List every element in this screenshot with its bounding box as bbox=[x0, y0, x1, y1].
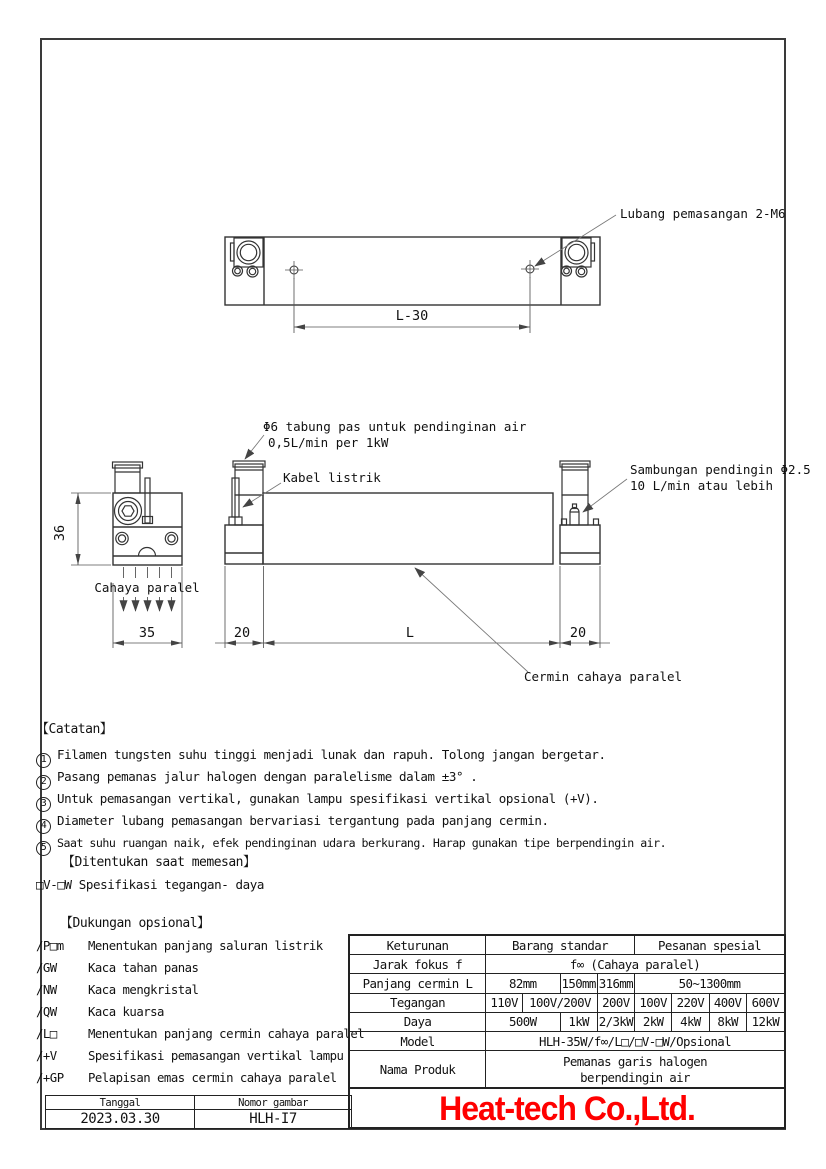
company-logo: Heat-tech Co.,Ltd. bbox=[439, 1088, 695, 1127]
options-section bbox=[36, 916, 366, 1089]
option-code: /GW bbox=[36, 961, 57, 975]
product-name-line2: berpendingin air bbox=[580, 1069, 690, 1085]
spec-cell: 8kW bbox=[710, 1013, 747, 1032]
notes-section bbox=[36, 722, 756, 854]
note-number-2: 2 bbox=[36, 775, 51, 790]
date-value: 2023.03.30 bbox=[46, 1110, 195, 1128]
note-item-2 bbox=[36, 766, 756, 788]
mounting-holes bbox=[285, 260, 539, 279]
spec-cell: 220V bbox=[672, 994, 709, 1013]
spec-cell: f∞ (Cahaya paralel) bbox=[486, 955, 784, 974]
front-right-end bbox=[560, 461, 600, 564]
spec-cell: Pesanan spesial bbox=[635, 936, 784, 955]
spec-cell: Barang standar bbox=[486, 936, 635, 955]
option-code: /NW bbox=[36, 983, 57, 997]
power-cable-label: Kabel listrik bbox=[283, 470, 381, 485]
cooling-joint-label-line2: 10 L/min atau lebih bbox=[630, 478, 773, 493]
notes-heading: 【Catatan】 bbox=[36, 722, 113, 737]
note-text-1: Filamen tungsten suhu tinggi menjadi lunak dan rapuh. Tolong jangan bergetar. bbox=[57, 747, 606, 762]
spec-cell: 100V bbox=[635, 994, 672, 1013]
top-view bbox=[225, 206, 786, 333]
note-number-5: 5 bbox=[36, 841, 51, 856]
front-left-end bbox=[225, 461, 265, 564]
dim-l30-label: L-30 bbox=[395, 308, 429, 324]
spec-cell: 600V bbox=[747, 994, 784, 1013]
dim-length-label: L bbox=[405, 625, 415, 641]
note-text-3: Untuk pemasangan vertikal, gunakan lampu spesifikasi vertikal opsional (+V). bbox=[57, 791, 599, 806]
option-code: /+V bbox=[36, 1049, 57, 1063]
product-name-line1: Pemanas garis halogen bbox=[562, 1053, 708, 1069]
spec-row-label: Nama Produk bbox=[350, 1051, 486, 1088]
spec-cell: 316mm bbox=[598, 974, 635, 993]
note-text-5: Saat suhu ruangan naik, efek pendinginan udara berkurang. Harap gunakan tipe berpendingin air. bbox=[57, 836, 667, 850]
spec-row-label: Keturunan bbox=[350, 936, 486, 955]
spec-cell: 150mm bbox=[561, 974, 598, 993]
option-text: Pelapisan emas cermin cahaya paralel bbox=[88, 1071, 337, 1085]
dim-36-label: 36 bbox=[52, 524, 68, 542]
option-item bbox=[36, 1067, 366, 1089]
option-text: Kaca kuarsa bbox=[88, 1005, 164, 1019]
spec-row-label: Jarak fokus f bbox=[350, 955, 486, 974]
cooling-joint-label-line1: Sambungan pendingin Φ2.5 bbox=[630, 462, 811, 477]
note-number-3: 3 bbox=[36, 797, 51, 812]
spec-cell: 2kW bbox=[635, 1013, 672, 1032]
note-number-4: 4 bbox=[36, 819, 51, 834]
option-text: Menentukan panjang saluran listrik bbox=[88, 939, 323, 953]
mounting-hole-label: Lubang pemasangan 2-M6 bbox=[620, 206, 786, 221]
dim-20-right-label: 20 bbox=[569, 625, 587, 641]
order-spec-heading: 【Ditentukan saat memesan】 bbox=[62, 855, 256, 870]
option-code: /P□m bbox=[36, 939, 64, 953]
option-text: Kaca tahan panas bbox=[88, 961, 199, 975]
front-view bbox=[215, 419, 811, 684]
spec-cell-product-name bbox=[486, 1051, 784, 1088]
top-view-right-fitting bbox=[562, 238, 595, 277]
spec-cell: 50~1300mm bbox=[635, 974, 784, 993]
water-tube-label-line1: Φ6 tabung pas untuk pendinginan air bbox=[263, 419, 527, 434]
spec-cell: 200V bbox=[598, 994, 635, 1013]
note-item-4 bbox=[36, 810, 756, 832]
order-spec-line: □V-□W Spesifikasi tegangan- daya bbox=[36, 877, 265, 892]
spec-row-label: Tegangan bbox=[350, 994, 486, 1013]
spec-cell: 400V bbox=[710, 994, 747, 1013]
dim-36 bbox=[71, 493, 111, 565]
spec-cell: 12kW bbox=[747, 1013, 784, 1032]
spec-row-label: Daya bbox=[350, 1013, 486, 1032]
option-text: Kaca mengkristal bbox=[88, 983, 199, 997]
option-text: Menentukan panjang cermin cahaya paralel bbox=[88, 1027, 365, 1041]
note-item-1 bbox=[36, 744, 756, 766]
option-item bbox=[36, 1045, 366, 1067]
option-item bbox=[36, 957, 366, 979]
spec-table bbox=[348, 934, 786, 1089]
dim-35-label: 35 bbox=[138, 625, 156, 641]
logo-box bbox=[348, 1089, 786, 1129]
spec-cell: 2/3kW bbox=[598, 1013, 635, 1032]
option-item bbox=[36, 1023, 366, 1045]
note-item-3 bbox=[36, 788, 756, 810]
option-item bbox=[36, 979, 366, 1001]
parallel-light-label: Cahaya paralel bbox=[94, 580, 200, 595]
note-text-2: Pasang pemanas jalur halogen dengan paralelisme dalam ±3° . bbox=[57, 769, 478, 784]
option-item bbox=[36, 935, 366, 957]
options-heading: 【Dukungan opsional】 bbox=[60, 916, 210, 931]
spec-cell: 500W bbox=[486, 1013, 561, 1032]
spec-cell: 110V bbox=[486, 994, 523, 1013]
note-text-4: Diameter lubang pemasangan bervariasi tergantung pada panjang cermin. bbox=[57, 813, 549, 828]
side-view bbox=[52, 462, 200, 648]
order-spec-section bbox=[36, 855, 436, 895]
spec-cell: 100V/200V bbox=[523, 994, 598, 1013]
spec-cell: 1kW bbox=[561, 1013, 598, 1032]
option-item bbox=[36, 1001, 366, 1023]
note-item-5 bbox=[36, 832, 756, 854]
drawing-number-label: Nomor gambar bbox=[195, 1096, 351, 1110]
dim-20-left-label: 20 bbox=[233, 625, 251, 641]
note-number-1: 1 bbox=[36, 753, 51, 768]
drawing-number-value: HLH-I7 bbox=[249, 1111, 297, 1127]
spec-cell: 82mm bbox=[486, 974, 561, 993]
date-label: Tanggal bbox=[46, 1096, 195, 1110]
spec-cell: 4kW bbox=[672, 1013, 709, 1032]
option-code: /L□ bbox=[36, 1027, 57, 1041]
title-block bbox=[45, 1095, 352, 1129]
top-view-left-fitting bbox=[231, 238, 264, 277]
mirror-label: Cermin cahaya paralel bbox=[524, 669, 683, 684]
option-code: /+GP bbox=[36, 1071, 64, 1085]
spec-cell: HLH-35W/f∞/L□/□V-□W/Opsional bbox=[486, 1032, 784, 1051]
spec-row-label: Model bbox=[350, 1032, 486, 1051]
spec-row-label: Panjang cermin L bbox=[350, 974, 486, 993]
option-text: Spesifikasi pemasangan vertikal lampu bbox=[88, 1049, 344, 1063]
water-tube-label-line2: 0,5L/min per 1kW bbox=[268, 435, 389, 450]
option-code: /QW bbox=[36, 1005, 57, 1019]
